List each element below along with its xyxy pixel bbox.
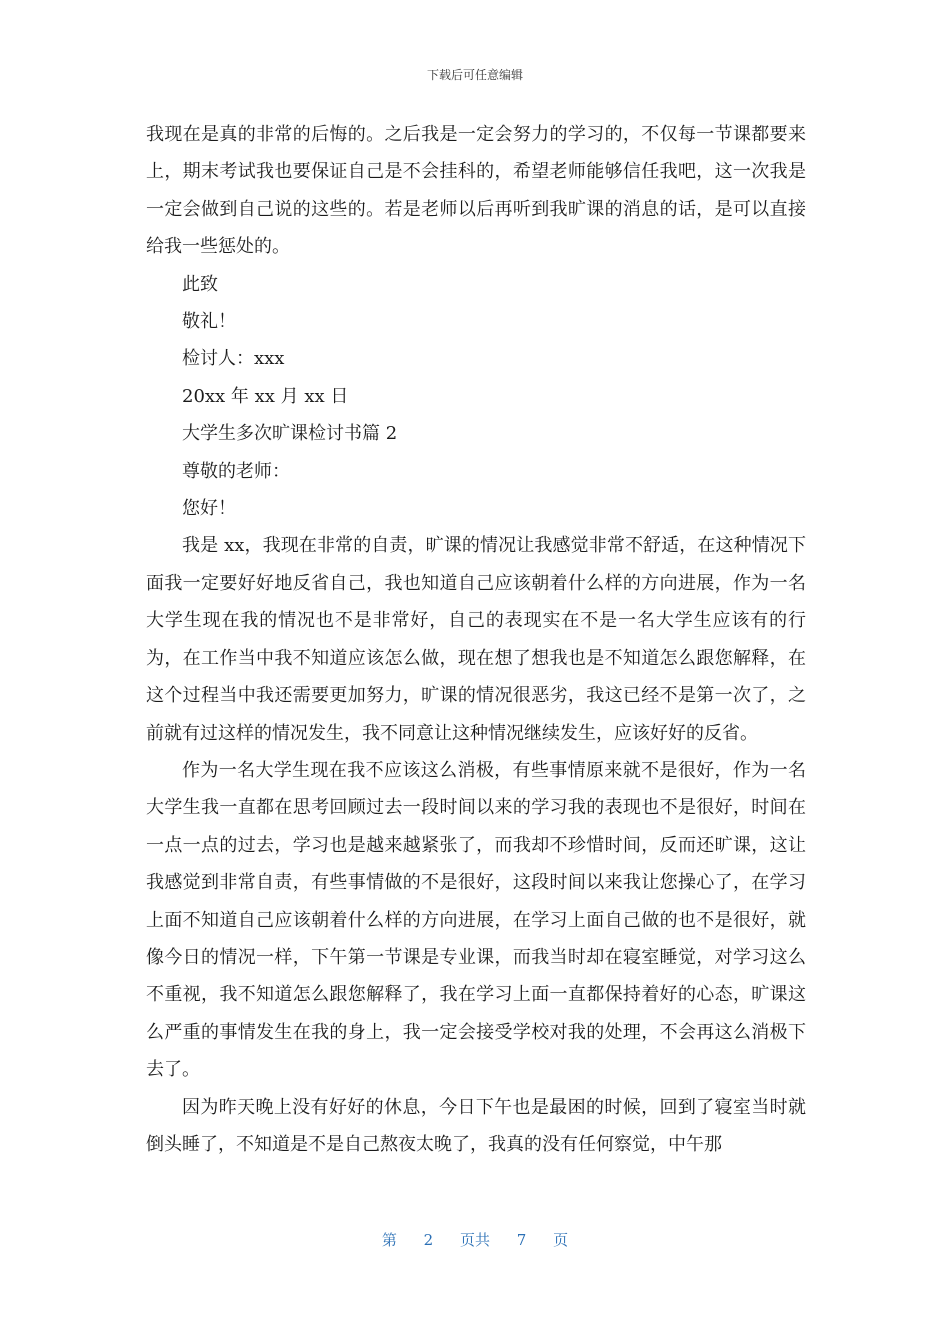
paragraph-2: 我是 xx，我现在非常的自责，旷课的情况让我感觉非常不舒适，在这种情况下面我一定要好好地反省自己，我也知道自己应该朝着什么样的方向进展，作为一名大学生现在我的情况也不是非常好，自己的表现实在不是一名大学生应该有的行为，在工作当中我不知道应该怎么做，现在想了想我也是不知道怎么跟您解释，在这个过程当中我还需要更加努力，旷课的情况很恶劣，我这已经不是第一次了，之前就有过这样的情况发生，我不同意让这种情况继续发生，应该好好的反省。 <box>146 535 806 744</box>
paragraph-1: 我现在是真的非常的后悔的。之后我是一定会努力的学习的，不仅每一节课都要来上，期末考试我也要保证自己是不会挂科的，希望老师能够信任我吧，这一次我是一定会做到自己说的这些的。若是老师以后再听到我旷课的消息的话，是可以直接给我一些惩处的。 <box>146 124 806 258</box>
signer-line: 检讨人：xxx <box>182 348 285 370</box>
paragraph-4: 因为昨天晚上没有好好的休息，今日下午也是最困的时候，回到了寝室当时就倒头睡了，不知道是不是自己熬夜太晚了，我真的没有任何察觉，中午那 <box>146 1096 806 1155</box>
document-body <box>146 116 806 1163</box>
closing-line-1: 此致 <box>182 273 218 295</box>
paragraph-3: 作为一名大学生现在我不应该这么消极，有些事情原来就不是很好，作为一名大学生我一直都在思考回顾过去一段时间以来的学习我的表现也不是很好，时间在一点一点的过去，学习也是越来越紧张了，而我却不珍惜时间，反而还旷课，这让我感觉到非常自责，有些事情做的不是很好，这段时间以来我让您操心了，在学习上面不知道自己应该朝着什么样的方向进展，在学习上面自己做的也不是很好，就像今日的情况一样，下午第一节课是专业课，而我当时却在寝室睡觉，对学习这么不重视，我不知道怎么跟您解释了，我在学习上面一直都保持着好的心态，旷课这么严重的事情发生在我的身上，我一定会接受学校对我的处理，不会再这么消极下去了。 <box>146 759 806 1081</box>
footer-total-pages: 7 <box>516 1231 527 1249</box>
footer-middle: 页共 <box>459 1231 490 1249</box>
section-title: 大学生多次旷课检讨书篇 2 <box>182 423 398 445</box>
footer-suffix: 页 <box>553 1231 569 1249</box>
page-footer <box>0 1229 950 1250</box>
closing-line-2: 敬礼！ <box>182 311 236 333</box>
page-header: 下载后可任意编辑 <box>426 68 523 82</box>
greeting-line: 您好！ <box>182 498 236 520</box>
footer-prefix: 第 <box>381 1231 397 1249</box>
salutation-line: 尊敬的老师： <box>182 460 290 482</box>
date-line: 20xx 年 xx 月 xx 日 <box>182 385 349 407</box>
footer-page-number: 2 <box>423 1231 434 1249</box>
